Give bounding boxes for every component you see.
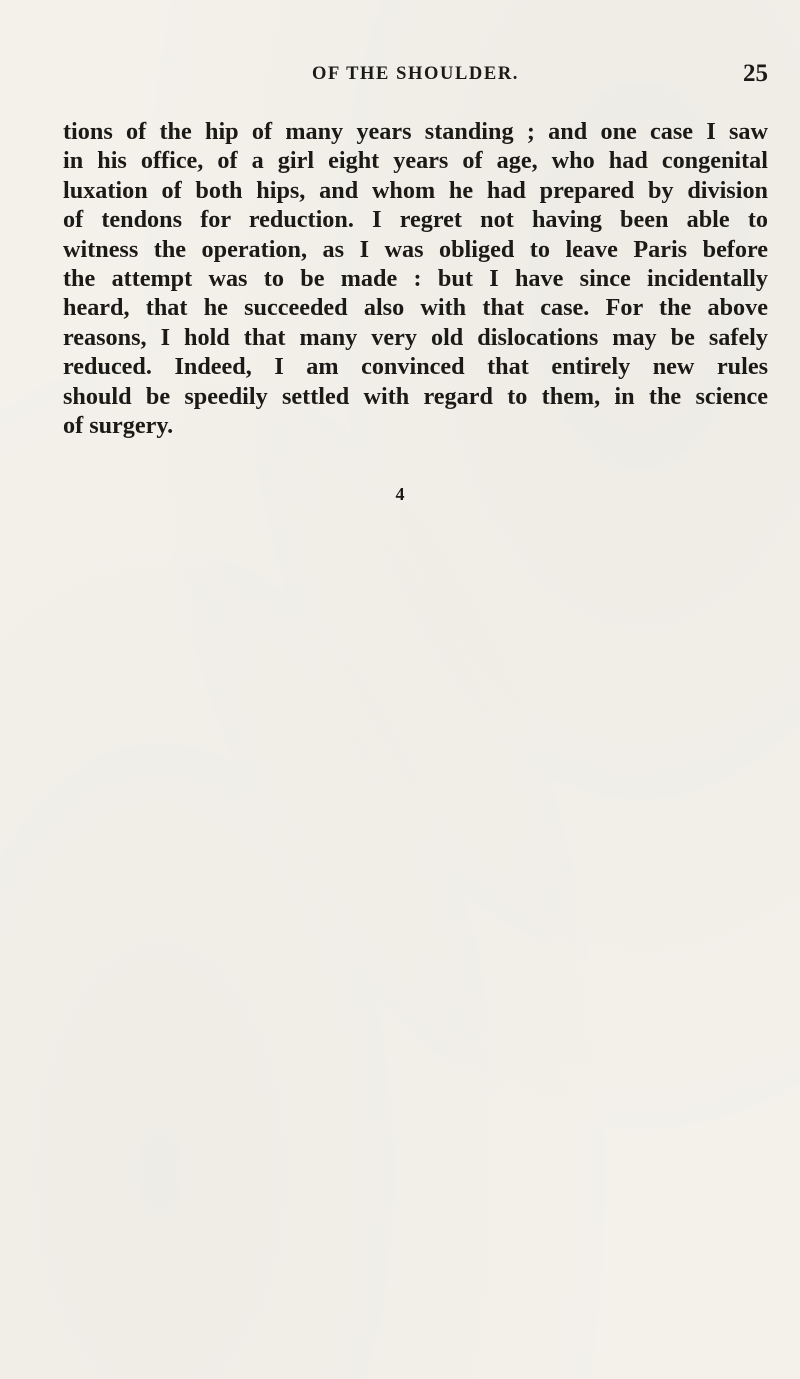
running-title: OF THE SHOULDER. (311, 64, 520, 84)
text-line: the attempt was to be made : but I have since incidentally (63, 264, 768, 292)
text-line: should be speedily settled with regard to them, in the science (63, 382, 768, 410)
page-number: 25 (743, 60, 768, 87)
text-line: in his office, of a girl eight years of age, who had congenital (63, 147, 768, 175)
signature-mark: 4 (395, 484, 405, 504)
running-head (63, 62, 768, 92)
text-line: reduced. Indeed, I am convinced that entirely new rules (63, 353, 768, 381)
text-line: tions of the hip of many years standing ; and one case I saw (63, 118, 768, 145)
body-paragraph (63, 117, 768, 440)
text-line: witness the operation, as I was obliged to leave Paris before (63, 235, 768, 263)
text-line: heard, that he succeeded also with that case. For the above (63, 294, 768, 322)
text-line: of surgery. (63, 411, 174, 439)
text-line: of tendons for reduction. I regret not having been able to (63, 206, 768, 234)
text-line: reasons, I hold that many very old dislocations may be safely (63, 323, 768, 351)
text-line: luxation of both hips, and whom he had prepared by division (63, 176, 768, 204)
